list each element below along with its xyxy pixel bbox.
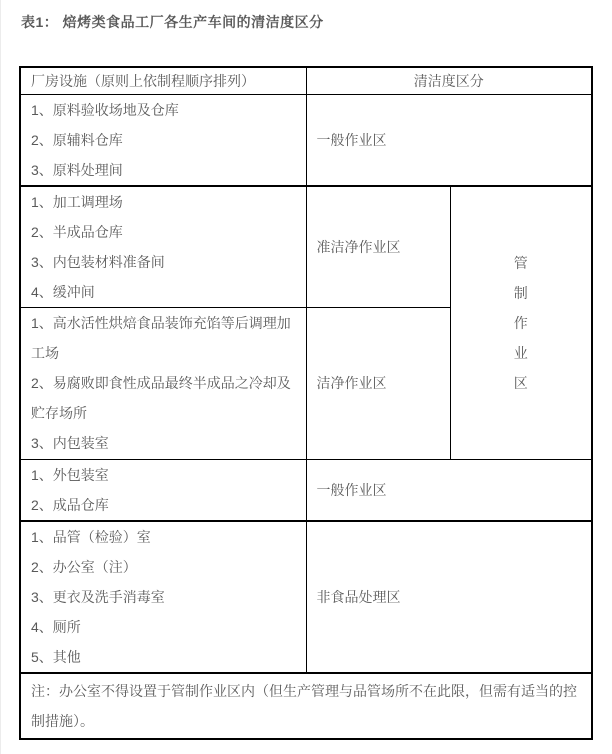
facility-item: 5、其他 [31, 648, 81, 665]
table-row-raw-materials [20, 94, 592, 186]
table-header-row [20, 67, 592, 94]
facility-item: 1、原料验收场地及仓库 [31, 101, 179, 118]
table-row-non-food [20, 521, 592, 673]
cleanliness-zone-table [19, 66, 593, 740]
facility-item: 1、加工调理场 [31, 193, 123, 210]
facility-item: 1、高水活性烘焙食品装饰充馅等后调理加工场 [31, 314, 291, 361]
controlled-zone-char: 制 [513, 284, 528, 301]
facility-cell [20, 521, 306, 673]
controlled-zone-char: 管 [513, 254, 528, 271]
facility-item: 3、内包装材料准备间 [31, 253, 165, 270]
facility-item: 4、缓冲间 [31, 283, 95, 300]
zone-cell-non-food: 非食品处理区 [306, 521, 592, 673]
zone-cell-general-2: 一般作业区 [306, 459, 592, 521]
facility-item: 3、原料处理间 [31, 161, 123, 178]
facility-item: 2、原辅料仓库 [31, 131, 123, 148]
facility-item: 4、厕所 [31, 618, 81, 635]
facility-item: 3、内包装室 [31, 434, 109, 451]
facility-item: 1、品管（检验）室 [31, 528, 151, 545]
controlled-zone-char: 业 [513, 344, 528, 361]
facility-cell [20, 307, 306, 459]
table-row-processing [20, 186, 592, 308]
controlled-zone-char: 区 [513, 374, 528, 391]
facility-item: 2、易腐败即食性成品最终半成品之冷却及贮存场所 [31, 374, 291, 421]
facility-cell [20, 94, 306, 186]
table-row-packaging [20, 459, 592, 521]
zone-cell-quasi-clean: 准洁净作业区 [306, 186, 450, 308]
table-caption: 表1： 焙烤类食品工厂各生产车间的清洁度区分 [21, 14, 324, 30]
zone-cell-clean: 洁净作业区 [306, 307, 450, 459]
facility-cell [20, 186, 306, 308]
table-note-row [20, 673, 592, 739]
facility-item: 2、成品仓库 [31, 496, 109, 513]
header-facility-column: 厂房设施（原则上依制程顺序排列） [20, 67, 306, 94]
header-cleanliness-column: 清洁度区分 [306, 67, 592, 94]
facility-item: 2、半成品仓库 [31, 223, 123, 240]
facility-item: 3、更衣及洗手消毒室 [31, 588, 165, 605]
table-note: 注：办公室不得设置于管制作业区内（但生产管理与品管场所不在此限，但需有适当的控制措施）。 [20, 673, 592, 739]
facility-item: 2、办公室（注） [31, 558, 137, 575]
facility-item: 1、外包装室 [31, 466, 109, 483]
facility-cell [20, 459, 306, 521]
zone-cell-controlled [450, 186, 592, 460]
controlled-zone-char: 作 [513, 314, 528, 331]
zone-cell-general-1: 一般作业区 [306, 94, 592, 186]
